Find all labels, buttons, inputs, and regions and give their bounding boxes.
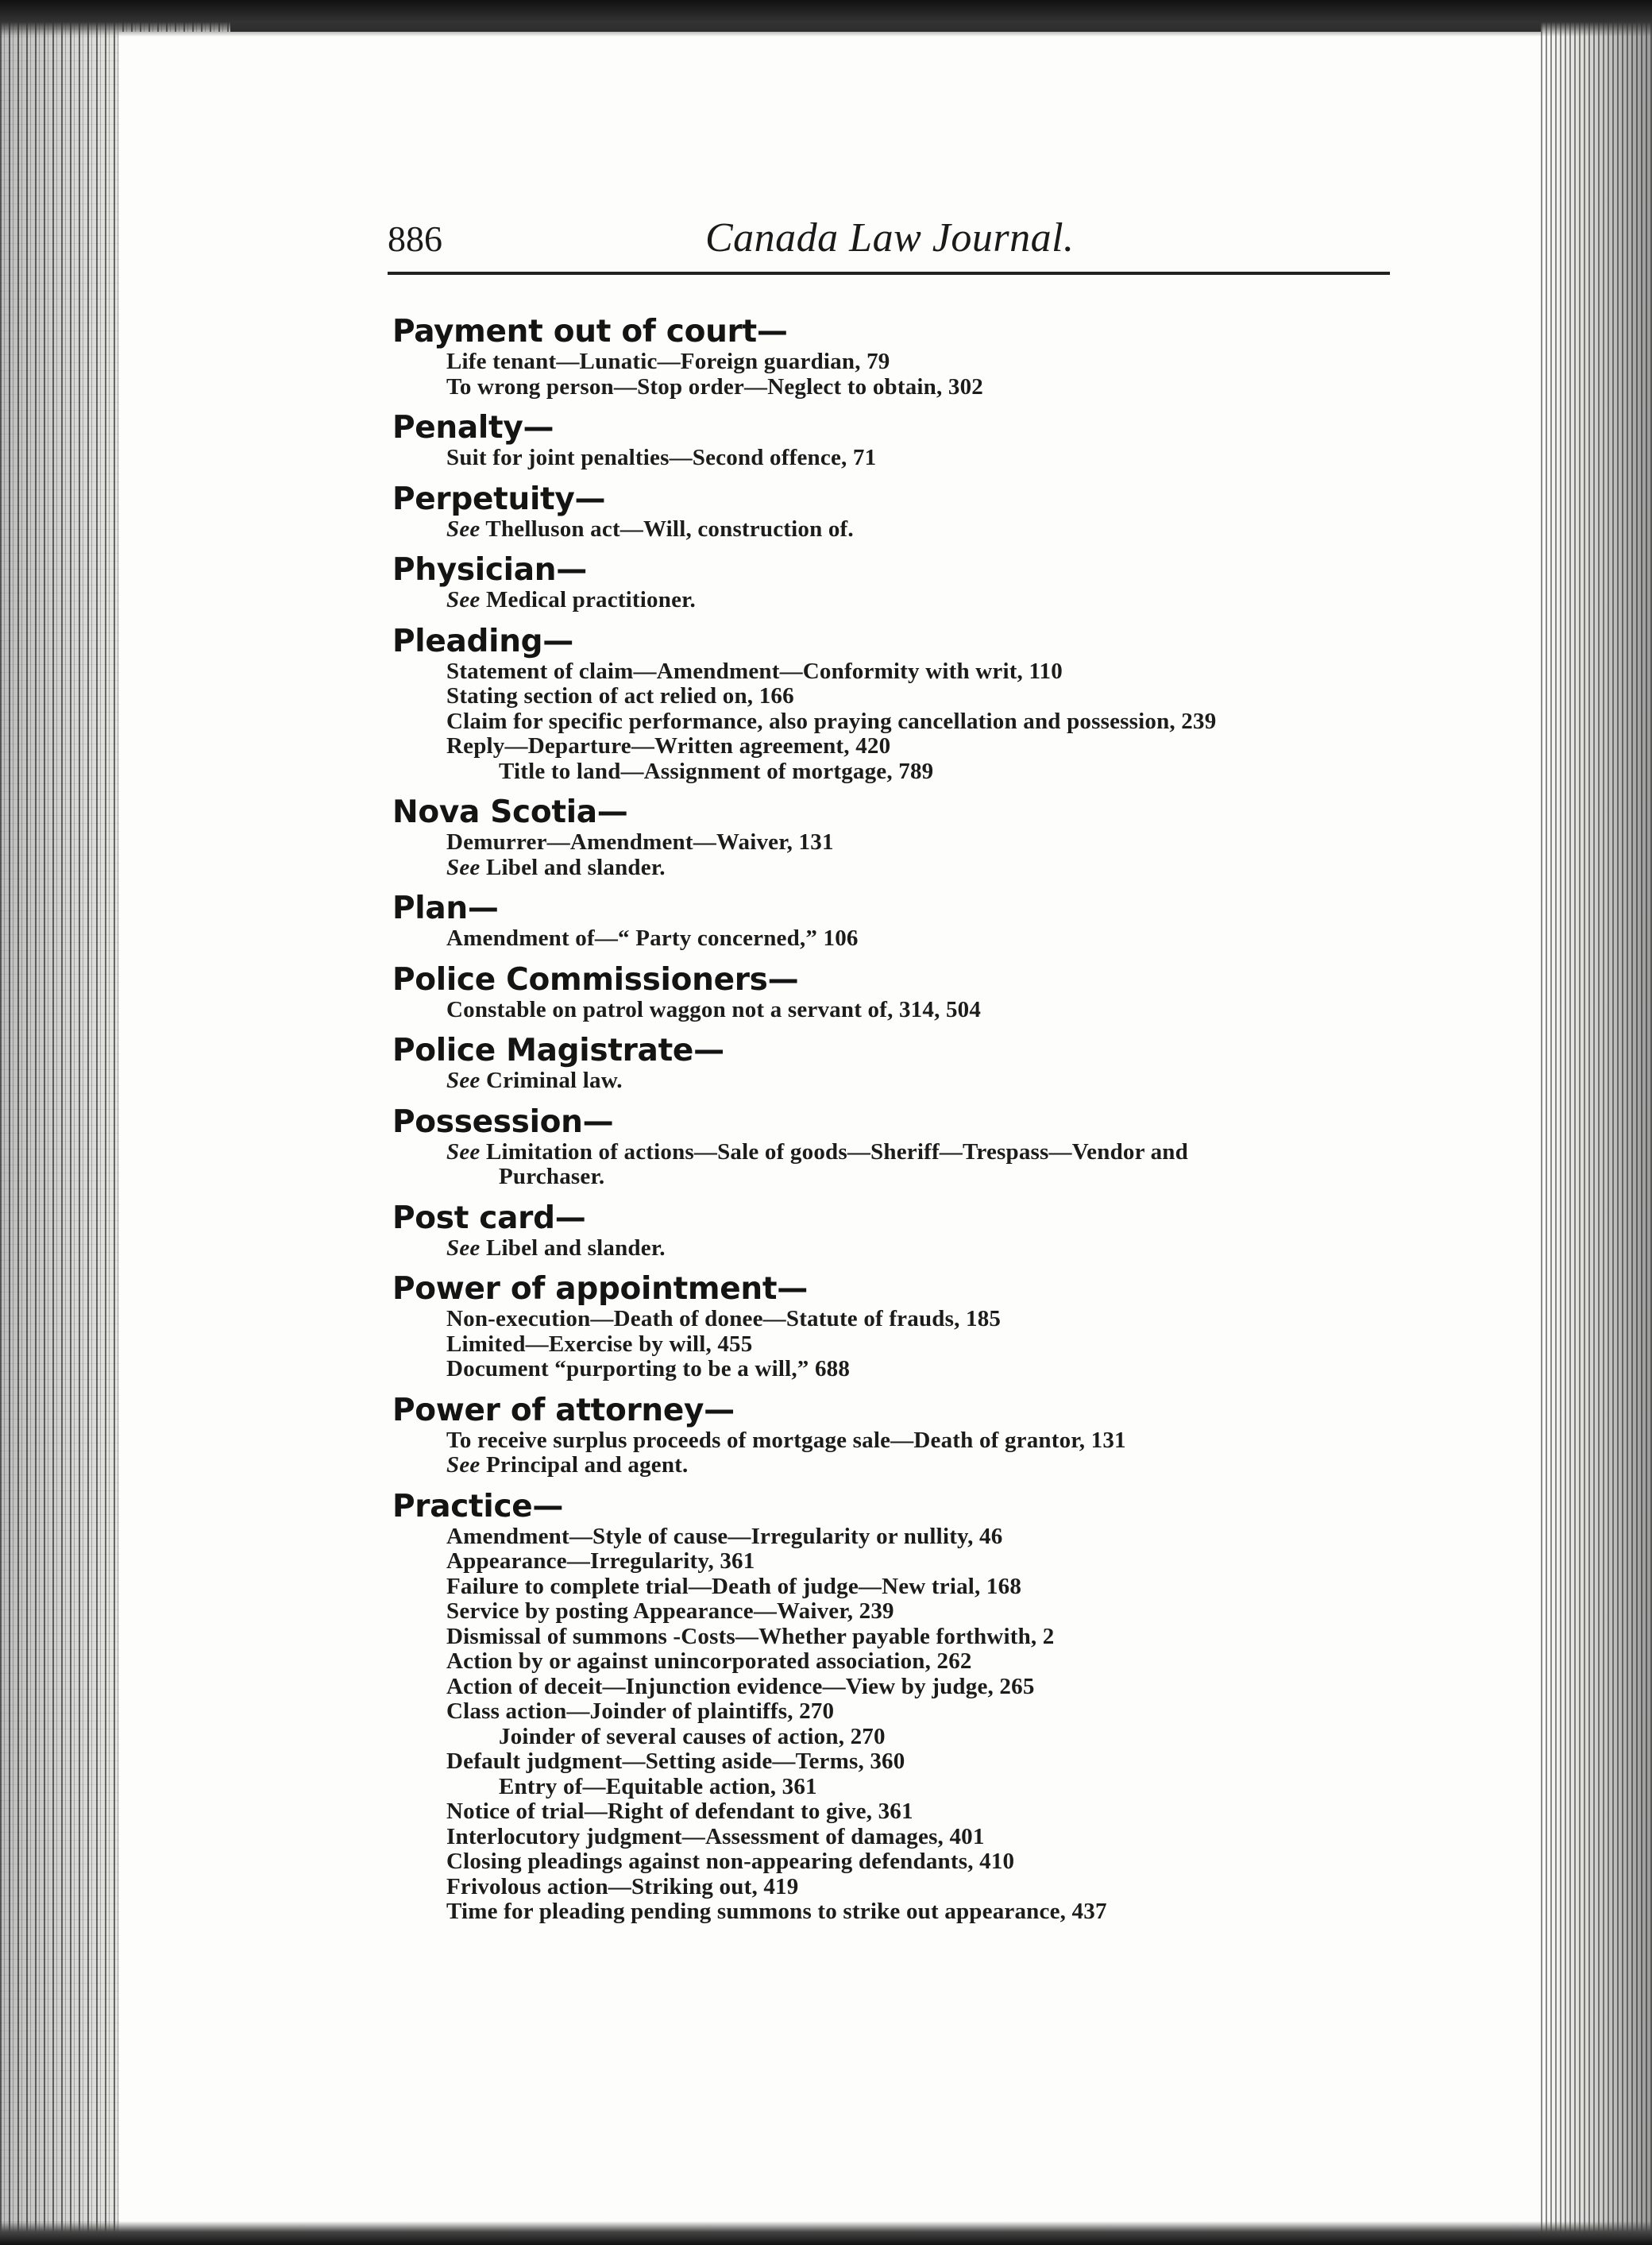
bound-page-edges-right xyxy=(1541,0,1652,2245)
entry-line xyxy=(392,1599,1417,1625)
entry-line xyxy=(392,1140,1417,1165)
line-text: Suit for joint penalties—Second offence, 71 xyxy=(446,445,877,470)
see-reference: See xyxy=(446,1068,481,1093)
entry-line xyxy=(392,759,1417,785)
line-text: Entry of—Equitable action, 361 xyxy=(499,1773,817,1799)
line-text: Life tenant—Lunatic—Foreign guardian, 79 xyxy=(446,349,890,374)
entry-line xyxy=(392,588,1417,613)
line-text: Criminal law. xyxy=(485,1068,623,1093)
line-text: Notice of trial—Right of defendant to give, 361 xyxy=(446,1799,913,1824)
entry-line xyxy=(392,1849,1417,1875)
entry-heading: Power of appointment— xyxy=(392,1271,808,1307)
entry-line xyxy=(392,1799,1417,1825)
entry-line xyxy=(392,856,1417,881)
entry-line xyxy=(392,1825,1417,1850)
entry-line xyxy=(392,1575,1417,1600)
line-text: Closing pleadings against non-appearing defendants, 410 xyxy=(446,1849,1015,1874)
entry-heading: Payment out of court— xyxy=(392,314,788,350)
entry-line xyxy=(392,1725,1417,1750)
index-entry xyxy=(392,1490,1417,1925)
entry-heading: Police Commissioners— xyxy=(392,961,799,998)
line-text: Reply—Departure—Written agreement, 420 xyxy=(446,733,891,759)
line-text: Amendment of—“ Party concerned,” 106 xyxy=(446,925,859,951)
entry-line xyxy=(392,830,1417,856)
entry-line xyxy=(392,1549,1417,1575)
entry-line xyxy=(392,1428,1417,1454)
line-text: Non-execution—Death of donee—Statute of frauds, 185 xyxy=(446,1306,1002,1331)
entry-heading: Post card— xyxy=(392,1200,586,1236)
line-text: Action by or against unincorporated association, 262 xyxy=(446,1648,972,1674)
line-text: Thelluson act—Will, construction of. xyxy=(485,516,854,542)
index-entry xyxy=(392,1201,1417,1262)
entry-heading: Pleading— xyxy=(392,623,573,659)
index-entry xyxy=(392,1105,1417,1190)
entry-line xyxy=(392,1068,1417,1094)
index-entry xyxy=(392,1034,1417,1094)
see-reference: See xyxy=(446,1138,481,1165)
entry-line xyxy=(392,1899,1417,1925)
entry-heading: Penalty— xyxy=(392,410,554,446)
entry-line xyxy=(392,1236,1417,1262)
line-text: Default judgment—Setting aside—Terms, 360 xyxy=(446,1748,905,1774)
index-entry xyxy=(392,482,1417,543)
index-entry xyxy=(392,795,1417,880)
entry-line xyxy=(392,926,1417,952)
entry-line xyxy=(392,1625,1417,1650)
entry-line xyxy=(392,734,1417,759)
entry-line xyxy=(392,1675,1417,1700)
see-reference: See xyxy=(446,587,481,612)
entry-heading: Plan— xyxy=(392,891,499,926)
see-reference: See xyxy=(446,1452,481,1478)
line-text: Libel and slander. xyxy=(485,854,666,880)
line-text: Statement of claim—Amendment—Conformity with writ, 110 xyxy=(446,658,1063,684)
entry-line xyxy=(392,1524,1417,1550)
line-text: Amendment—Style of cause—Irregularity or nullity, 46 xyxy=(446,1523,1003,1549)
index-entry xyxy=(392,315,1417,400)
index-entry xyxy=(392,891,1417,952)
line-text: Action of deceit—Injunction evidence—View by judge, 265 xyxy=(446,1673,1035,1699)
entry-line xyxy=(392,375,1417,400)
entry-line xyxy=(392,1453,1417,1478)
entry-line xyxy=(392,709,1417,735)
line-text: Purchaser. xyxy=(499,1164,605,1189)
entry-line xyxy=(392,1749,1417,1775)
entry-line xyxy=(392,684,1417,709)
line-text: Interlocutory judgment—Assessment of damages, 401 xyxy=(446,1823,985,1849)
see-reference: See xyxy=(446,854,481,880)
entry-line xyxy=(392,998,1417,1023)
scan-border-top xyxy=(0,0,1652,37)
line-text: Time for pleading pending summons to strike out appearance, 437 xyxy=(446,1899,1107,1924)
line-text: Limitation of actions—Sale of goods—Sheriff—Trespass—Vendor and xyxy=(485,1138,1188,1165)
entry-heading: Police Magistrate— xyxy=(392,1033,724,1068)
entry-line xyxy=(392,659,1417,685)
entry-line xyxy=(392,1775,1417,1800)
line-text: Claim for specific performance, also praying cancellation and possession, 239 xyxy=(446,708,1217,734)
index-entry xyxy=(392,411,1417,471)
line-text: Constable on patrol waggon not a servant of, 314, 504 xyxy=(446,996,982,1022)
line-text: Service by posting Appearance—Waiver, 239 xyxy=(446,1598,894,1624)
index-entry xyxy=(392,1272,1417,1382)
entry-line xyxy=(392,1332,1417,1358)
line-text: Limited—Exercise by will, 455 xyxy=(446,1331,753,1357)
line-text: Class action—Joinder of plaintiffs, 270 xyxy=(446,1698,835,1724)
entry-heading: Physician— xyxy=(392,552,587,588)
entry-line xyxy=(392,1875,1417,1900)
entry-line xyxy=(392,1165,1417,1190)
see-reference: See xyxy=(446,516,481,542)
entry-line xyxy=(392,446,1417,471)
index-entry xyxy=(392,553,1417,613)
page-number: 886 xyxy=(388,218,442,259)
entry-line xyxy=(392,1699,1417,1725)
line-text: To wrong person—Stop order—Neglect to obtain, 302 xyxy=(446,373,983,400)
line-text: Libel and slander. xyxy=(485,1235,666,1261)
running-header xyxy=(388,208,1388,272)
entry-line xyxy=(392,517,1417,543)
header-rule xyxy=(388,272,1390,275)
line-text: Medical practitioner. xyxy=(485,587,697,612)
line-text: Title to land—Assignment of mortgage, 789 xyxy=(499,758,934,784)
index-entry xyxy=(392,963,1417,1023)
entry-heading: Perpetuity— xyxy=(392,481,606,517)
line-text: Principal and agent. xyxy=(485,1452,689,1478)
scan-border-bottom xyxy=(0,2221,1652,2245)
see-reference: See xyxy=(446,1235,481,1261)
line-text: Appearance—Irregularity, 361 xyxy=(446,1548,755,1574)
entry-heading: Practice— xyxy=(392,1488,564,1524)
line-text: Dismissal of summons -Costs—Whether payable forthwith, 2 xyxy=(446,1623,1055,1649)
index-entry xyxy=(392,624,1417,785)
entry-line xyxy=(392,1307,1417,1332)
entry-line xyxy=(392,350,1417,375)
line-text: Failure to complete trial—Death of judge—New trial, 168 xyxy=(446,1573,1022,1599)
line-text: Document “purporting to be a will,” 688 xyxy=(446,1356,851,1381)
index-entry xyxy=(392,1393,1417,1478)
entry-heading: Possession— xyxy=(392,1103,614,1140)
line-text: To receive surplus proceeds of mortgage sale—Death of grantor, 131 xyxy=(446,1427,1126,1453)
journal-title: Canada Law Journal. xyxy=(705,215,1075,261)
entry-line xyxy=(392,1357,1417,1382)
entry-heading: Power of attorney— xyxy=(392,1392,735,1428)
line-text: Demurrer—Amendment—Waiver, 131 xyxy=(446,829,834,855)
line-text: Stating section of act relied on, 166 xyxy=(446,683,794,709)
entry-line xyxy=(392,1649,1417,1675)
entry-heading: Nova Scotia— xyxy=(392,794,628,830)
line-text: Joinder of several causes of action, 270 xyxy=(499,1723,886,1749)
index-entries xyxy=(392,315,1417,1936)
line-text: Frivolous action—Striking out, 419 xyxy=(446,1873,799,1899)
